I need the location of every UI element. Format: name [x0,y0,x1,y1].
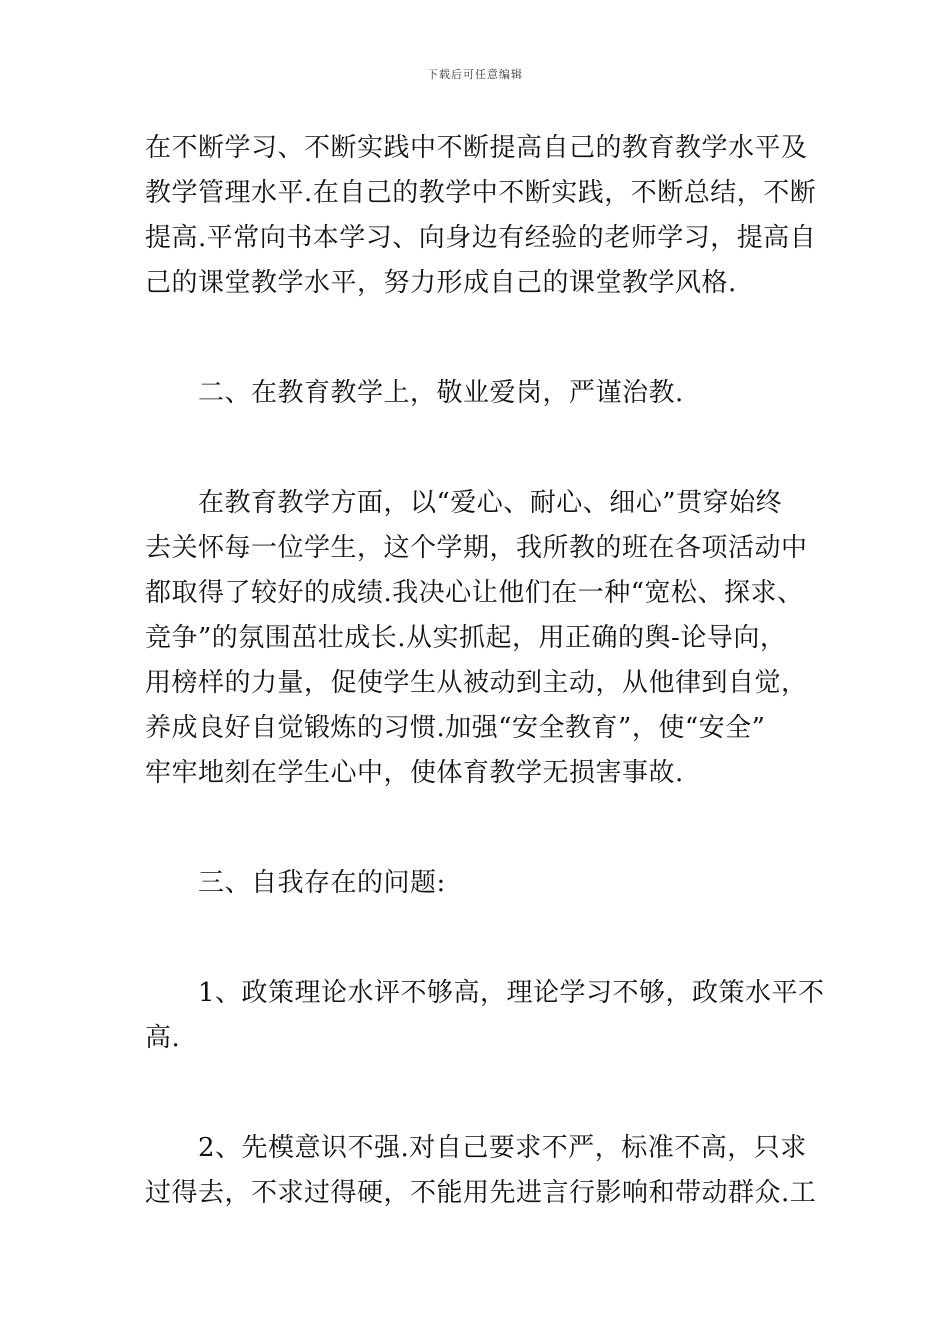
text-line: 二、在教育教学上，敬业爱岗，严谨治教. [145,378,684,408]
section-heading-2 [145,371,811,416]
text-line: 高. [145,1023,181,1053]
paragraph-1 [145,126,817,306]
text-line: 2、先模意识不强.对自己要求不严，标准不高，只求 [145,1133,807,1163]
list-item-2 [145,1126,817,1216]
list-item-1 [145,971,825,1061]
section-heading-3 [145,861,811,906]
text-line: 提高.平常向书本学习、向身边有经验的老师学习，提高自 [145,223,817,253]
text-line: 去关怀每一位学生，这个学期，我所教的班在各项活动中 [145,533,808,563]
text-line: 三、自我存在的问题: [145,868,446,898]
text-line: 1、政策理论水评不够高，理论学习不够，政策水平不 [145,978,825,1008]
document-body [145,126,825,1216]
text-line: 教学管理水平.在自己的教学中不断实践，不断总结，不断 [145,178,817,208]
text-line: 在教育教学方面，以“爱心、耐心、细心”贯穿始终 [145,488,783,518]
paragraph-3 [145,481,811,796]
text-line: 竞争”的氛围茁壮成长.从实抓起，用正确的舆-论导向， [145,623,787,653]
text-line: 己的课堂教学水平，努力形成自己的课堂教学风格. [145,268,737,298]
text-line: 过得去，不求过得硬，不能用先进言行影响和带动群众.工 [145,1178,817,1208]
text-line: 牢牢地刻在学生心中，使体育教学无损害事故. [145,758,684,788]
text-line: 养成良好自觉锻炼的习惯.加强“安全教育”，使“安全” [145,713,766,743]
text-line: 用榜样的力量，促使学生从被动到主动，从他律到自觉， [145,668,808,698]
text-line: 在不断学习、不断实践中不断提高自己的教育教学水平及 [145,133,808,163]
text-line: 都取得了较好的成绩.我决心让他们在一种“宽松、探求、 [145,578,804,608]
page-header: 下载后可任意编辑 [427,68,523,81]
